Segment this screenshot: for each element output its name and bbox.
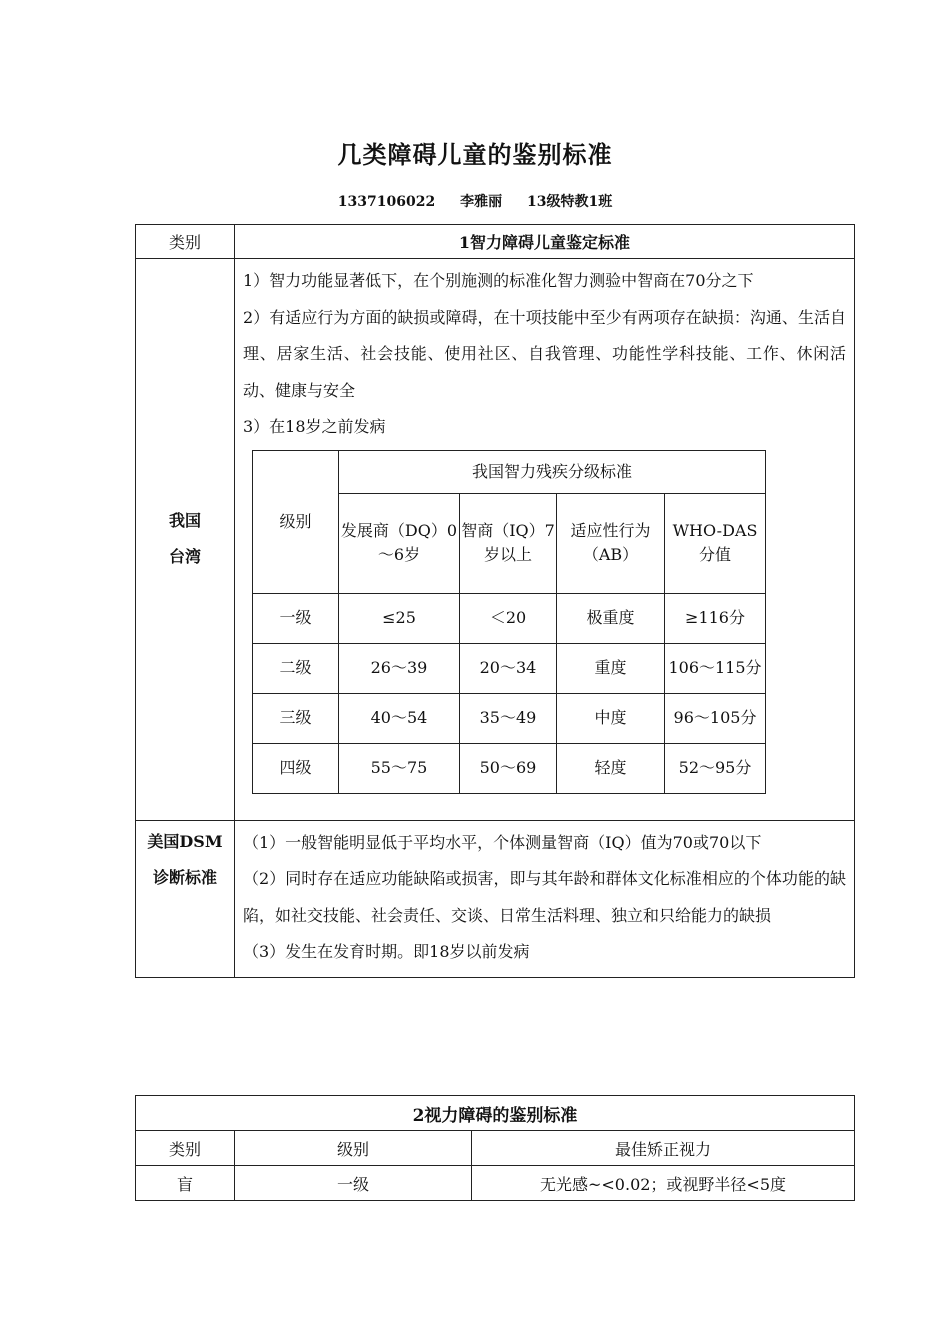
grade-iq: ＜20 (460, 593, 557, 643)
grade-iq: 35～49 (460, 693, 557, 743)
grade-iq: 50～69 (460, 743, 557, 793)
grade-row (253, 643, 766, 693)
grade-col-who: WHO-DAS分值 (665, 493, 766, 593)
grade-level: 三级 (253, 693, 339, 743)
usa-criteria (235, 820, 855, 977)
grade-dq: 40～54 (339, 693, 460, 743)
visual-vision: 无光感~<0.02；或视野半径<5度 (472, 1166, 855, 1201)
student-id: 1337106022 (337, 194, 436, 210)
china-criteria (235, 259, 855, 821)
visual-level: 一级 (235, 1166, 472, 1201)
grade-dq: ≤25 (339, 593, 460, 643)
grade-ab: 极重度 (557, 593, 665, 643)
student-class: 13级特教1班 (526, 194, 613, 210)
grade-col-iq: 智商（IQ）7岁以上 (460, 493, 557, 593)
grade-level: 四级 (253, 743, 339, 793)
grade-table (252, 450, 766, 794)
visual-category: 盲 (136, 1166, 235, 1201)
visual-table-title: 2视力障碍的鉴别标准 (136, 1096, 855, 1131)
grade-level: 二级 (253, 643, 339, 693)
grade-who: 106～115分 (665, 643, 766, 693)
grade-iq: 20～34 (460, 643, 557, 693)
header-category: 类别 (136, 225, 235, 259)
grade-ab: 中度 (557, 693, 665, 743)
intellectual-disability-table (135, 224, 855, 978)
grade-col-level: 级别 (253, 450, 339, 593)
usa-label-line2: 诊断标准 (152, 867, 217, 887)
china-item: 2）有适应行为方面的缺损或障碍，在十项技能中至少有两项存在缺损：沟通、生活自理、居家生活、社会技能、使用社区、自我管理、功能性学科技能、工作、休闲活动、健康与安全 (243, 307, 846, 400)
grade-col-dq: 发展商（DQ）0～6岁 (339, 493, 460, 593)
grade-row (253, 743, 766, 793)
china-item: 3）在18岁之前发病 (243, 417, 386, 436)
usa-item: （1）一般智能明显低于平均水平，个体测量智商（IQ）值为70或70以下 (243, 832, 762, 852)
grade-who: 52～95分 (665, 743, 766, 793)
usa-label-line1: 美国DSM (147, 831, 223, 851)
grade-dq: 55～75 (339, 743, 460, 793)
grade-col-ab: 适应性行为（AB） (557, 493, 665, 593)
grade-who: 96～105分 (665, 693, 766, 743)
visual-impairment-table (135, 1095, 855, 1201)
china-label (136, 259, 235, 821)
china-item: 1）智力功能显著低下，在个别施测的标准化智力测验中智商在70分之下 (243, 271, 754, 290)
grade-ab: 重度 (557, 643, 665, 693)
grade-row (253, 693, 766, 743)
header-title: 1智力障碍儿童鉴定标准 (235, 225, 855, 259)
grade-who: ≥116分 (665, 593, 766, 643)
byline (0, 191, 950, 211)
grade-dq: 26～39 (339, 643, 460, 693)
usa-label (136, 820, 235, 977)
grade-level: 一级 (253, 593, 339, 643)
usa-item: （2）同时存在适应功能缺陷或损害，即与其年龄和群体文化标准相应的个体功能的缺陷，如社交技能、社会责任、交谈、日常生活料理、独立和只给能力的缺损 (243, 869, 846, 925)
china-label-line1: 我国 (168, 511, 201, 531)
grade-row (253, 593, 766, 643)
grade-table-title: 我国智力残疾分级标准 (339, 450, 766, 493)
visual-col-vision: 最佳矫正视力 (472, 1131, 855, 1166)
document-title: 几类障碍儿童的鉴别标准 (337, 140, 613, 169)
table-row (136, 1166, 855, 1201)
visual-col-level: 级别 (235, 1131, 472, 1166)
visual-col-category: 类别 (136, 1131, 235, 1166)
usa-item: （3）发生在发育时期。即18岁以前发病 (243, 942, 530, 961)
grade-ab: 轻度 (557, 743, 665, 793)
china-label-line2: 台湾 (168, 547, 201, 567)
student-name: 李雅丽 (460, 194, 503, 210)
